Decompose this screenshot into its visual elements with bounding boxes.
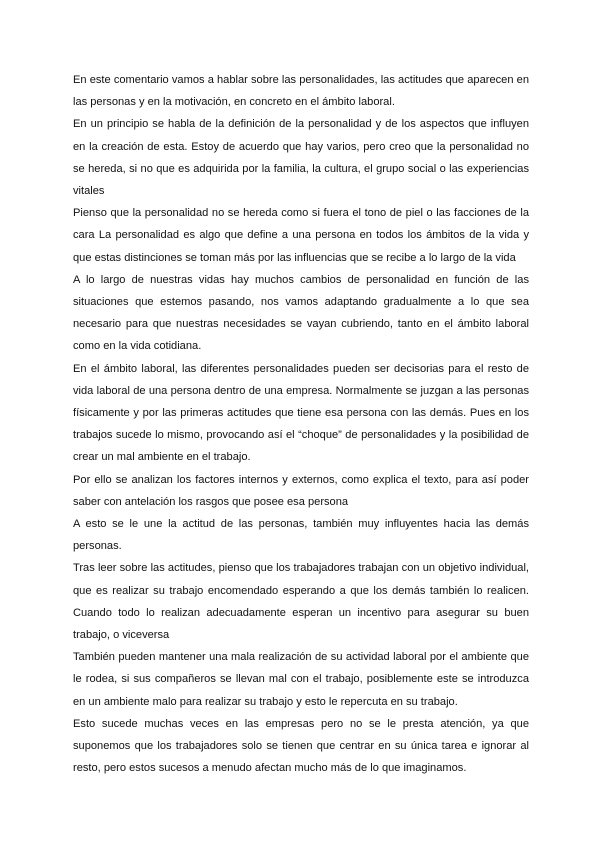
paragraph-5: En el ámbito laboral, las diferentes personalidades pueden ser decisorias para el resto de vida laboral de una persona dentro de una empresa. Normalmente se juzgan a las personas físicamente y por las primeras actitudes que tiene esa persona con las demás. Pues en los trabajos sucede lo mismo, provocando así el “choque” de personalidades y la posibilidad de crear un mal ambiente en el trabajo. [73, 362, 529, 464]
paragraph-1: En este comentario vamos a hablar sobre las personalidades, las actitudes que aparecen en las personas y en la motivación, en concreto en el ámbito laboral. [73, 74, 529, 109]
paragraph-8: Tras leer sobre las actitudes, pienso que los trabajadores trabajan con un objetivo individual, que es realizar su trabajo encomendado esperando a que los demás también lo realicen. Cuando todo lo realizan adecuadamente esperan un incentivo para asegurar su buen trabajo, o viceversa [73, 562, 529, 642]
paragraph-3: Pienso que la personalidad no se hereda como si fuera el tono de piel o las facciones de la cara La personalidad es algo que define a una persona en todos los ámbitos de la vida y que estas distinciones se toman más por las influencias que se recibe a lo largo de la vida [73, 207, 529, 264]
paragraph-9: También pueden mantener una mala realización de su actividad laboral por el ambiente que le rodea, si sus compañeros se llevan mal con el trabajo, posiblemente este se introduzca en un ambiente malo para realizar su trabajo y esto le repercuta en su trabajo. [73, 651, 529, 708]
paragraph-6: Por ello se analizan los factores internos y externos, como explica el texto, para así poder saber con antelación los rasgos que posee esa persona [73, 473, 529, 508]
paragraph-2: En un principio se habla de la definición de la personalidad y de los aspectos que influyen en la creación de esta. Estoy de acuerdo que hay varios, pero creo que la personalidad no se hereda, si no que es adquirida por la familia, la cultura, el grupo social o las experiencias vitales [73, 118, 529, 198]
document-page [73, 69, 529, 780]
paragraph-4: A lo largo de nuestras vidas hay muchos cambios de personalidad en función de las situaciones que estemos pasando, nos vamos adaptando gradualmente a lo que sea necesario para que nuestras necesidades se vayan cubriendo, tanto en el ámbito laboral como en la vida cotidiana. [73, 273, 529, 353]
paragraph-7: A esto se le une la actitud de las personas, también muy influyentes hacia las demás personas. [73, 518, 529, 553]
paragraph-10: Esto sucede muchas veces en las empresas pero no se le presta atención, ya que suponemos que los trabajadores solo se tienen que centrar en su única tarea e ignorar al resto, pero estos sucesos a menudo afectan mucho más de lo que imaginamos. [73, 717, 529, 775]
